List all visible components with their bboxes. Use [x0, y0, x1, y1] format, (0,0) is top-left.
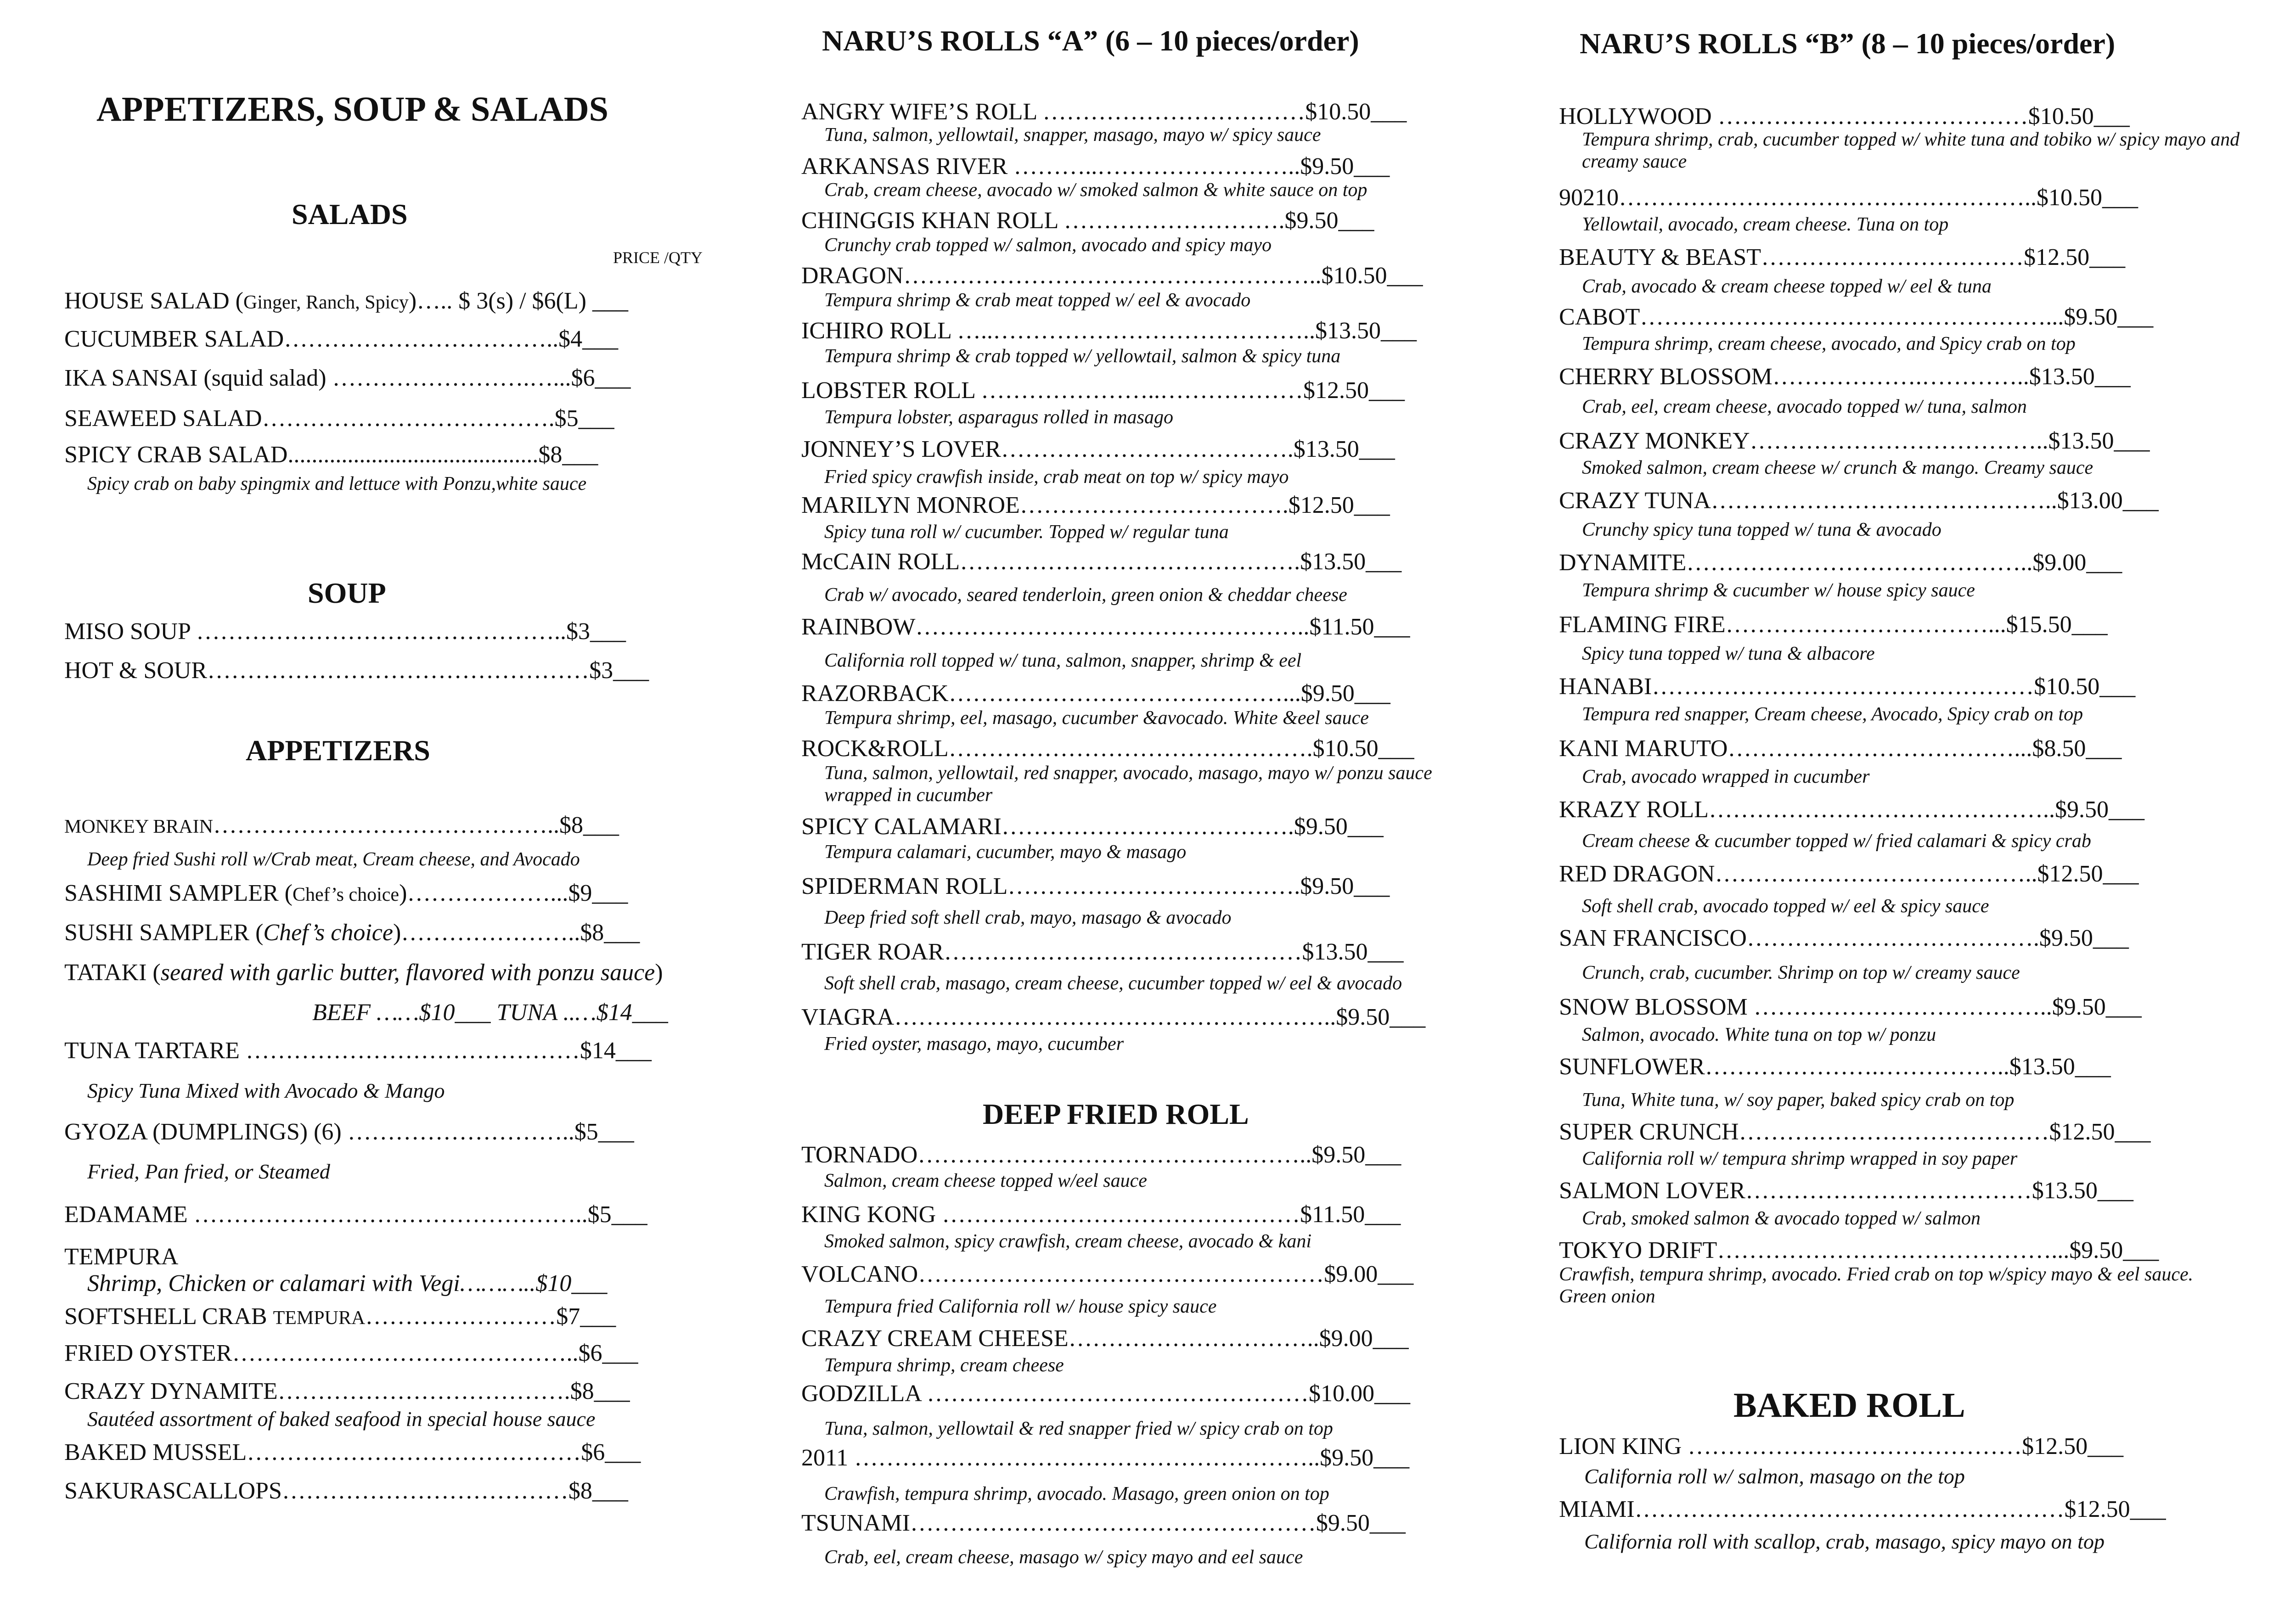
- item-description: Tempura shrimp, cream cheese, avocado, and Spicy crab on top: [1582, 333, 2076, 354]
- item-description: Crunchy crab topped w/ salmon, avocado and spicy mayo: [824, 235, 1272, 256]
- item-description: Tempura shrimp & crab topped w/ yellowtail, salmon & spicy tuna: [824, 346, 1341, 367]
- menu-item: MARILYN MONROE…………………………….$12.50___: [801, 492, 1390, 518]
- menu-item: SAN FRANCISCO……………………………….$9.50___: [1559, 925, 2129, 951]
- menu-item: HANABI…………………………………………$10.50___: [1559, 673, 2136, 700]
- menu-item: ICHIRO ROLL …..…………………………………..$13.50___: [801, 318, 1417, 344]
- menu-item: SNOW BLOSSOM ………………………………..$9.50___: [1559, 994, 2142, 1020]
- item-description: Tempura calamari, cucumber, mayo & masago: [824, 842, 1187, 863]
- menu-item: BAKED MUSSEL……………………………………$6___: [64, 1439, 641, 1465]
- menu-item: TORNADO…………………………………………..$9.50___: [801, 1142, 1401, 1168]
- item-description: Crab, eel, cream cheese, masago w/ spicy mayo and eel sauce: [824, 1547, 1303, 1568]
- menu-item: CABOT……………………………………………...$9.50___: [1559, 304, 2154, 330]
- item-description: Fried oyster, masago, mayo, cucumber: [824, 1033, 1124, 1055]
- menu-item: GODZILLA …………………………………………$10.00___: [801, 1381, 1410, 1407]
- item-description: Deep fried Sushi roll w/Crab meat, Cream cheese, and Avocado: [87, 849, 580, 870]
- salads-heading: SALADS: [292, 198, 408, 230]
- menu-item: DYNAMITE……………………………………..$9.00___: [1559, 550, 2122, 576]
- menu-item: HOLLYWOOD …………………………………$10.50___: [1559, 103, 2130, 129]
- item-description: Smoked salmon, spicy crawfish, cream cheese, avocado & kani: [824, 1231, 1312, 1252]
- item-description: Tempura shrimp, cream cheese: [824, 1355, 1064, 1376]
- item-description: California roll with scallop, crab, masago, spicy mayo on top: [1584, 1530, 2105, 1553]
- appetizers-page-title: APPETIZERS, SOUP & SALADS: [96, 90, 608, 129]
- item-description: Crab, avocado & cream cheese topped w/ eel & tuna: [1582, 276, 1992, 297]
- menu-item: VIAGRA………………………………………………..$9.50___: [801, 1004, 1426, 1030]
- rolls-a-heading: NARU’S ROLLS “A” (6 – 10 pieces/order): [822, 24, 1359, 57]
- menu-item: GYOZA (DUMPLINGS) (6) ………………………..$5___: [64, 1119, 634, 1145]
- menu-item: MONKEY BRAIN……………………………………..$8___: [64, 812, 619, 838]
- menu-item: SOFTSHELL CRAB TEMPURA……………………$7___: [64, 1303, 616, 1330]
- item-description: Crab, cream cheese, avocado w/ smoked salmon & white sauce on top: [824, 180, 1367, 201]
- item-description: Tempura shrimp & cucumber w/ house spicy sauce: [1582, 580, 1975, 601]
- menu-item: 90210……………………………………………..$10.50___: [1559, 185, 2138, 211]
- item-description: Smoked salmon, cream cheese w/ crunch & mango. Creamy sauce: [1582, 457, 2093, 478]
- item-description: Spicy tuna topped w/ tuna & albacore: [1582, 643, 1875, 664]
- item-description: Crab, eel, cream cheese, avocado topped w/ tuna, salmon: [1582, 396, 2027, 417]
- menu-item: 2011 …………………………………………………..$9.50___: [801, 1445, 1410, 1471]
- baked-roll-heading: BAKED ROLL: [1733, 1386, 1965, 1425]
- item-description: Soft shell crab, avocado topped w/ eel & spicy sauce: [1582, 896, 1989, 917]
- menu-item: CUCUMBER SALAD……………………………..$4___: [64, 326, 619, 352]
- item-description: Tempura red snapper, Cream cheese, Avocado, Spicy crab on top: [1582, 704, 2083, 725]
- item-description: California roll w/ salmon, masago on the top: [1584, 1465, 1965, 1488]
- menu-item: FRIED OYSTER……………………………………..$6___: [64, 1340, 638, 1366]
- item-description: Yellowtail, avocado, cream cheese. Tuna on top: [1582, 214, 1949, 235]
- menu-item: TEMPURA: [64, 1244, 179, 1270]
- item-description: California roll topped w/ tuna, salmon, snapper, shrimp & eel: [824, 650, 1302, 671]
- item-description: Crawfish, tempura shrimp, avocado. Masago, green onion on top: [824, 1483, 1329, 1504]
- item-description: Salmon, cream cheese topped w/eel sauce: [824, 1170, 1147, 1191]
- menu-item: CRAZY CREAM CHEESE…………………………..$9.00___: [801, 1325, 1409, 1352]
- soup-heading: SOUP: [308, 577, 386, 609]
- menu-item: McCAIN ROLL…………………………………….$13.50___: [801, 549, 1402, 575]
- menu-item: BEAUTY & BEAST……………………………$12.50___: [1559, 244, 2126, 270]
- item-description: Soft shell crab, masago, cream cheese, cucumber topped w/ eel & avocado: [824, 973, 1402, 994]
- item-description: Crawfish, tempura shrimp, avocado. Fried crab on top w/spicy mayo & eel sauce. Green onion: [1559, 1264, 2194, 1308]
- menu-item: CRAZY MONKEY………………………………..$13.50___: [1559, 428, 2150, 454]
- menu-item: LION KING ……………………………………$12.50___: [1559, 1433, 2124, 1459]
- item-description: Crunchy spicy tuna topped w/ tuna & avocado: [1582, 519, 1941, 540]
- menu-item: SUSHI SAMPLER (Chef’s choice)…………………..$8___: [64, 920, 640, 946]
- item-description: Spicy tuna roll w/ cucumber. Topped w/ regular tuna: [824, 522, 1229, 543]
- item-description: Fried spicy crawfish inside, crab meat on top w/ spicy mayo: [824, 466, 1289, 488]
- item-description: Spicy crab on baby spingmix and lettuce with Ponzu,white sauce: [87, 473, 587, 494]
- item-description: California roll w/ tempura shrimp wrapped in soy paper: [1582, 1148, 2018, 1169]
- item-description: Sautéed assortment of baked seafood in special house sauce: [87, 1407, 596, 1431]
- menu-item: SUNFLOWER………………….……………..$13.50___: [1559, 1054, 2111, 1080]
- menu-item: RED DRAGON…………………………………..$12.50___: [1559, 861, 2139, 887]
- menu-item: RAZORBACK……………………………………...$9.50___: [801, 680, 1390, 707]
- item-description: Tuna, salmon, yellowtail, red snapper, avocado, masago, mayo w/ ponzu sauce wrapped in cucumber: [824, 763, 1432, 806]
- menu-item: HOT & SOUR…………………………………………$3___: [64, 657, 649, 684]
- menu-item: TIGER ROAR………………………………………$13.50___: [801, 939, 1404, 965]
- menu-item: EDAMAME …………………………………………..$5___: [64, 1201, 647, 1228]
- item-description: Fried, Pan fried, or Steamed: [87, 1160, 330, 1183]
- menu-item: CRAZY DYNAMITE……………………………….$8___: [64, 1378, 630, 1404]
- item-description: Cream cheese & cucumber topped w/ fried calamari & spicy crab: [1582, 831, 2091, 852]
- menu-item: JONNEY’S LOVER……………………………….$13.50___: [801, 436, 1395, 462]
- item-description: Tempura lobster, asparagus rolled in masago: [824, 407, 1173, 428]
- item-description: Tuna, salmon, yellowtail & red snapper fried w/ spicy crab on top: [824, 1418, 1333, 1439]
- menu-item: KANI MARUTO………………………………...$8.50___: [1559, 735, 2122, 762]
- menu-item: SAKURASCALLOPS………………………………$8___: [64, 1478, 628, 1504]
- menu-item: TSUNAMI……………………………………………$9.50___: [801, 1510, 1406, 1536]
- appetizers-heading: APPETIZERS: [246, 734, 430, 767]
- item-description: Tuna, White tuna, w/ soy paper, baked spicy crab on top: [1582, 1089, 2015, 1111]
- item-description: Tempura fried California roll w/ house spicy sauce: [824, 1296, 1217, 1317]
- tataki-options: BEEF ……$10___ TUNA ..…$14___: [312, 999, 668, 1026]
- rolls-b-heading: NARU’S ROLLS “B” (8 – 10 pieces/order): [1580, 27, 2116, 60]
- menu-item: ROCK&ROLL……………………………………….$10.50___: [801, 735, 1414, 762]
- item-description: Tempura shrimp, crab, cucumber topped w/ white tuna and tobiko w/ spicy mayo and creamy sauce: [1582, 129, 2240, 173]
- menu-item: KRAZY ROLL……………………………………..$9.50___: [1559, 797, 2144, 823]
- menu-item: HOUSE SALAD (Ginger, Ranch, Spicy)….. $ 3(s) / $6(L) ___: [64, 288, 628, 314]
- item-description: Tempura shrimp, eel, masago, cucumber &avocado. White &eel sauce: [824, 707, 1369, 729]
- menu-item: SASHIMI SAMPLER (Chef’s choice)………………...$9___: [64, 880, 628, 906]
- menu-item: CHINGGIS KHAN ROLL ……………………….$9.50___: [801, 208, 1374, 234]
- menu-item: SPIDERMAN ROLL……………………………….$9.50___: [801, 873, 1390, 899]
- menu-item: ARKANSAS RIVER ………..……………………..$9.50___: [801, 153, 1390, 180]
- menu-item: KING KONG ………………………………………$11.50___: [801, 1201, 1401, 1228]
- menu-item: CHERRY BLOSSOM……………….…………..$13.50___: [1559, 364, 2131, 390]
- item-description: Deep fried soft shell crab, mayo, masago & avocado: [824, 907, 1232, 928]
- menu-item: VOLCANO……………………………………………$9.00___: [801, 1261, 1414, 1287]
- menu-item: DRAGON……………………………………………..$10.50___: [801, 263, 1423, 289]
- menu-item: SEAWEED SALAD……………………………….$5___: [64, 405, 614, 432]
- price-qty-label: PRICE /QTY: [613, 248, 703, 267]
- menu-item: CRAZY TUNA……………………………………..$13.00___: [1559, 488, 2159, 514]
- item-description: Crab w/ avocado, seared tenderloin, green onion & cheddar cheese: [824, 584, 1347, 606]
- menu-item: TOKYO DRIFT……………………………………...$9.50___: [1559, 1237, 2159, 1263]
- menu-item: SALMON LOVER………………………………$13.50___: [1559, 1178, 2133, 1204]
- menu-item: SUPER CRUNCH…………………………………$12.50___: [1559, 1119, 2151, 1145]
- menu-item: IKA SANSAI (squid salad) …………………….…...$6___: [64, 365, 631, 391]
- item-description: Crab, smoked salmon & avocado topped w/ salmon: [1582, 1208, 1981, 1229]
- item-description: Tempura shrimp & crab meat topped w/ eel & avocado: [824, 290, 1251, 311]
- item-description: Salmon, avocado. White tuna on top w/ ponzu: [1582, 1024, 1936, 1045]
- menu-item: LOBSTER ROLL …………………..………………$12.50___: [801, 377, 1405, 404]
- item-description: Tuna, salmon, yellowtail, snapper, masago, mayo w/ spicy sauce: [824, 124, 1321, 146]
- menu-item: SPICY CALAMARI……………………………….$9.50___: [801, 814, 1384, 840]
- tempura-options: Shrimp, Chicken or calamari with Vegi………..$10___: [87, 1270, 608, 1296]
- menu-item: MIAMI………………………………………………$12.50___: [1559, 1496, 2166, 1522]
- menu-item: TATAKI (seared with garlic butter, flavored with ponzu sauce): [64, 960, 663, 986]
- item-description: Crunch, crab, cucumber. Shrimp on top w/ creamy sauce: [1582, 962, 2020, 983]
- menu-item: RAINBOW…………………………………………..$11.50___: [801, 614, 1410, 640]
- menu-item: SPICY CRAB SALAD..........................................$8___: [64, 442, 598, 468]
- item-description: Spicy Tuna Mixed with Avocado & Mango: [87, 1079, 445, 1102]
- menu-item: FLAMING FIRE……………………………...$15.50___: [1559, 612, 2108, 638]
- menu-item: MISO SOUP ………………………………………..$3___: [64, 618, 626, 645]
- menu-item: TUNA TARTARE ……………………………………$14___: [64, 1038, 652, 1064]
- item-description: Crab, avocado wrapped in cucumber: [1582, 766, 1870, 787]
- menu-item: ANGRY WIFE’S ROLL ……………………………$10.50___: [801, 99, 1407, 125]
- deep-fried-roll-heading: DEEP FRIED ROLL: [983, 1098, 1249, 1130]
